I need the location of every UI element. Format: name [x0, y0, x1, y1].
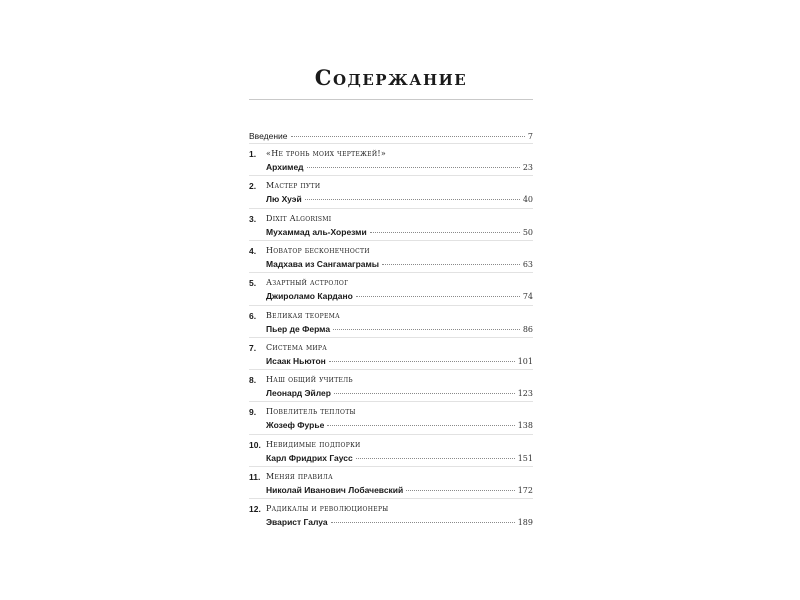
chapter-author-line	[266, 259, 533, 269]
toc-entry-chapter[interactable]	[249, 246, 533, 274]
chapter-separator	[249, 175, 533, 176]
dot-leader	[356, 296, 520, 297]
chapter-page-number: 63	[522, 259, 533, 269]
dot-leader	[370, 232, 520, 233]
chapter-author: Карл Фридрих Гаусс	[266, 452, 353, 463]
chapter-number: 12.	[249, 504, 261, 515]
chapter-author: Лю Хуэй	[266, 194, 302, 205]
chapter-separator	[249, 208, 533, 209]
toc-entry-chapter[interactable]	[249, 278, 533, 306]
chapter-number: 2.	[249, 181, 257, 192]
chapter-number: 8.	[249, 375, 257, 386]
chapter-author: Мухаммад аль-Хорезми	[266, 226, 367, 237]
dot-leader	[333, 329, 520, 330]
chapter-author: Леонард Эйлер	[266, 388, 331, 399]
chapter-page-number: 101	[517, 356, 533, 366]
chapter-author-line	[266, 420, 533, 430]
dot-leader	[305, 199, 520, 200]
chapter-author: Николай Иванович Лобачевский	[266, 485, 404, 495]
chapter-page-number: 50	[522, 227, 533, 237]
intro-page-number: 7	[527, 132, 533, 141]
toc-entry-chapter[interactable]	[249, 407, 533, 435]
chapter-page-number: 23	[522, 163, 533, 172]
chapter-page-number: 86	[522, 324, 533, 334]
chapter-separator	[249, 240, 533, 241]
chapter-title: Великая теорема	[266, 310, 340, 320]
chapter-separator	[249, 272, 533, 273]
dot-leader	[382, 264, 520, 265]
chapter-author: Жозеф Фурье	[266, 420, 325, 431]
chapter-separator	[249, 466, 533, 467]
dot-leader	[331, 522, 515, 523]
chapter-author-line	[266, 227, 533, 237]
chapter-title: Радикалы и революционеры	[266, 504, 389, 514]
dot-leader	[307, 167, 520, 168]
toc-entry-introduction[interactable]	[249, 131, 533, 141]
dot-leader	[356, 458, 515, 459]
chapter-author-line	[266, 291, 533, 301]
dot-leader	[334, 393, 515, 394]
chapter-title: Азартный астролог	[266, 278, 349, 288]
chapter-author-line	[266, 356, 533, 366]
chapter-title: Невидимые подпорки	[266, 439, 361, 449]
chapter-title: «Не тронь моих чертежей!»	[266, 149, 387, 158]
page-title: Содержание	[314, 65, 468, 90]
chapter-author-line	[266, 162, 533, 172]
dot-leader	[406, 490, 514, 491]
chapter-author-line	[266, 194, 533, 204]
chapter-page-number: 138	[517, 421, 533, 431]
chapter-separator	[249, 337, 533, 338]
chapter-separator	[249, 143, 533, 144]
toc-entry-chapter[interactable]	[249, 504, 533, 532]
chapter-separator	[249, 305, 533, 306]
chapter-author-line	[266, 517, 533, 527]
chapter-title: Повелитель теплоты	[266, 407, 356, 417]
chapter-title: Dixit Algorismi	[266, 213, 332, 223]
chapter-page-number: 123	[517, 389, 533, 399]
intro-label: Введение	[249, 131, 288, 141]
chapter-title: Новатор бесконечности	[266, 245, 370, 255]
chapter-number: 4.	[249, 245, 257, 256]
dot-leader	[327, 425, 514, 426]
chapter-author-line	[266, 485, 533, 495]
chapter-page-number: 40	[522, 195, 533, 205]
toc-entry-chapter[interactable]	[249, 472, 533, 500]
chapter-page-number: 189	[517, 518, 533, 528]
chapter-separator	[249, 498, 533, 499]
chapter-number: 1.	[249, 149, 257, 159]
chapter-page-number: 151	[517, 453, 533, 463]
chapter-number: 10.	[249, 439, 261, 450]
chapter-author: Мадхава из Сангамаграмы	[266, 258, 380, 269]
chapter-page-number: 172	[517, 486, 533, 495]
chapter-author: Архимед	[266, 162, 304, 172]
chapter-title: Мастер пути	[266, 181, 321, 191]
chapter-author: Пьер де Ферма	[266, 323, 331, 334]
toc-entry-chapter[interactable]	[249, 311, 533, 339]
chapter-separator	[249, 369, 533, 370]
toc-entry-chapter[interactable]	[249, 181, 533, 209]
chapter-separator	[249, 434, 533, 435]
toc-entry-chapter[interactable]	[249, 440, 533, 468]
chapter-author-line	[266, 388, 533, 398]
chapter-number: 7.	[249, 342, 257, 353]
toc-entry-chapter[interactable]	[249, 214, 533, 242]
chapter-separator	[249, 401, 533, 402]
dot-leader	[291, 136, 525, 137]
toc-entry-chapter[interactable]	[249, 343, 533, 371]
toc-entry-chapter[interactable]	[249, 149, 533, 177]
chapter-number: 11.	[249, 472, 261, 482]
chapter-title: Система мира	[266, 342, 328, 352]
dot-leader	[329, 361, 515, 362]
chapter-number: 9.	[249, 407, 257, 418]
chapter-number: 6.	[249, 310, 257, 321]
chapter-author-line	[266, 324, 533, 334]
chapter-number: 3.	[249, 213, 257, 224]
chapter-author: Эварист Галуа	[266, 517, 328, 528]
chapter-author-line	[266, 453, 533, 463]
chapter-title: Меняя правила	[266, 472, 333, 481]
table-of-contents	[249, 60, 533, 528]
chapter-author: Исаак Ньютон	[266, 355, 326, 366]
chapter-number: 5.	[249, 278, 257, 289]
chapter-page-number: 74	[522, 292, 533, 302]
title-divider	[249, 99, 533, 100]
chapter-title: Наш общий учитель	[266, 375, 353, 385]
chapter-author: Джироламо Кардано	[266, 291, 353, 302]
toc-entry-chapter[interactable]	[249, 375, 533, 403]
